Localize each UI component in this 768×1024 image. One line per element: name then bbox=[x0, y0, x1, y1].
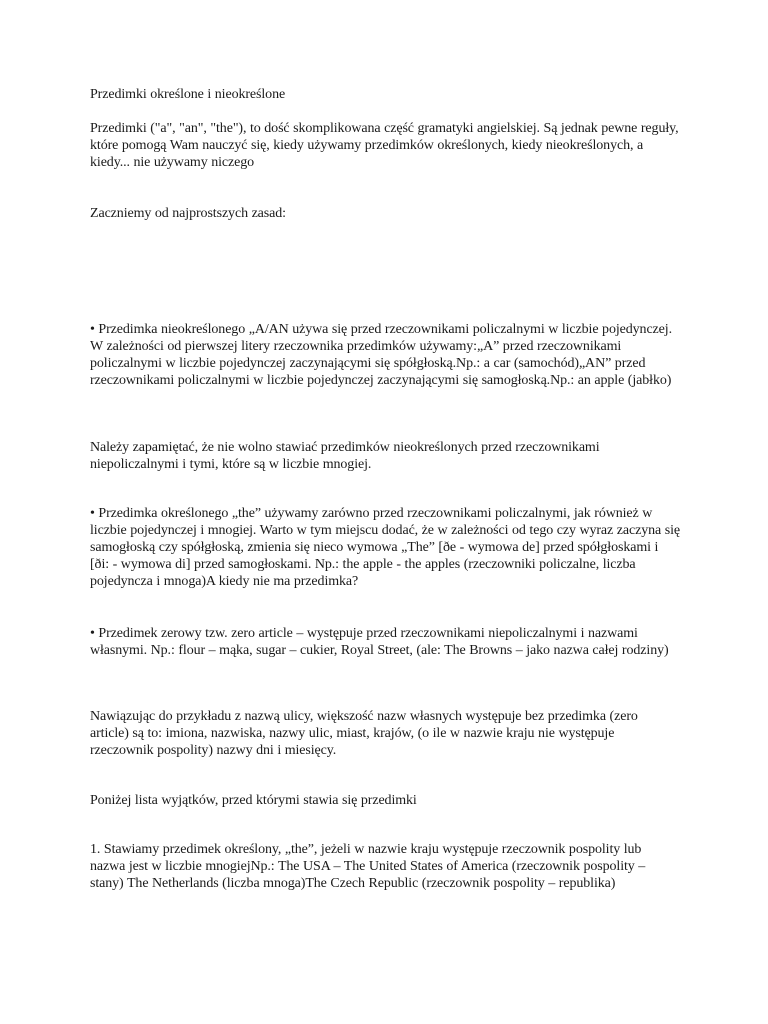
proper-names-paragraph: Nawiązując do przykładu z nazwą ulicy, większość nazw własnych występuje bez przedimka (zero article) są to: imiona, nazwiska, nazwy ulic, miast, krajów, (o ile w nazwie kraju nie występuje rzeczownik pospolity) nazwy dni i miesięcy. bbox=[90, 709, 638, 758]
section-lead-paragraph: Zaczniemy od najprostszych zasad: bbox=[90, 206, 286, 221]
zero-article-paragraph: • Przedimek zerowy tzw. zero article – występuje przed rzeczownikami niepoliczalnymi i nazwami własnymi. Np.: flour – mąka, sugar – cukier, Royal Street, (ale: The Browns – jako nazwa całej rodziny) bbox=[90, 626, 669, 658]
indefinite-article-paragraph: • Przedimka nieokreślonego „A/AN używa się przed rzeczownikami policzalnymi w liczbie pojedynczej. W zależności od pierwszej litery rzeczownika przedimków używamy:„A” przed rzeczownikami policzalnymi w liczbie pojedynczej zaczynającymi się spółgłoską.Np.: a car (samochód)„AN” przed rzeczownikami policzalnymi w liczbie pojedynczej zaczynającymi się samogłoską.Np.: an apple (jabłko) bbox=[90, 322, 672, 388]
note-paragraph: Należy zapamiętać, że nie wolno stawiać przedimków nieokreślonych przed rzeczownikami niepoliczalnymi i tymi, które są w liczbie mnogiej. bbox=[90, 440, 600, 472]
document-title: Przedimki określone i nieokreślone bbox=[90, 87, 286, 102]
exception-item-1: 1. Stawiamy przedimek określony, „the”, jeżeli w nazwie kraju występuje rzeczownik pospolity lub nazwa jest w liczbie mnogiejNp.: The USA – The United States of America (rzeczownik pospolity – stany) The Netherlands (liczba mnoga)The Czech Republic (rzeczownik pospolity – republika) bbox=[90, 842, 646, 891]
definite-article-paragraph: • Przedimka określonego „the” używamy zarówno przed rzeczownikami policzalnymi, jak również w liczbie pojedynczej i mnogiej. Warto w tym miejscu dodać, że w zależności od tego czy wyraz zaczyna się samogłoską czy spółgłoską, zmienia się nieco wymowa „The” [ðe - wymowa de] przed spółgłoskami i [ði: - wymowa di] przed samogłoskami. Np.: the apple - the apples (rzeczowniki policzalne, liczba pojedyncza i mnoga)A kiedy nie ma przedimka? bbox=[90, 506, 680, 589]
intro-paragraph: Przedimki ("a", "an", "the"), to dość skomplikowana część gramatyki angielskiej. Są jednak pewne reguły, które pomogą Wam nauczyć się, kiedy używamy przedimków określonych, kiedy nieokreślonych, a kiedy... nie używamy niczego bbox=[90, 121, 679, 170]
exceptions-lead-paragraph: Poniżej lista wyjątków, przed którymi stawia się przedimki bbox=[90, 793, 417, 808]
